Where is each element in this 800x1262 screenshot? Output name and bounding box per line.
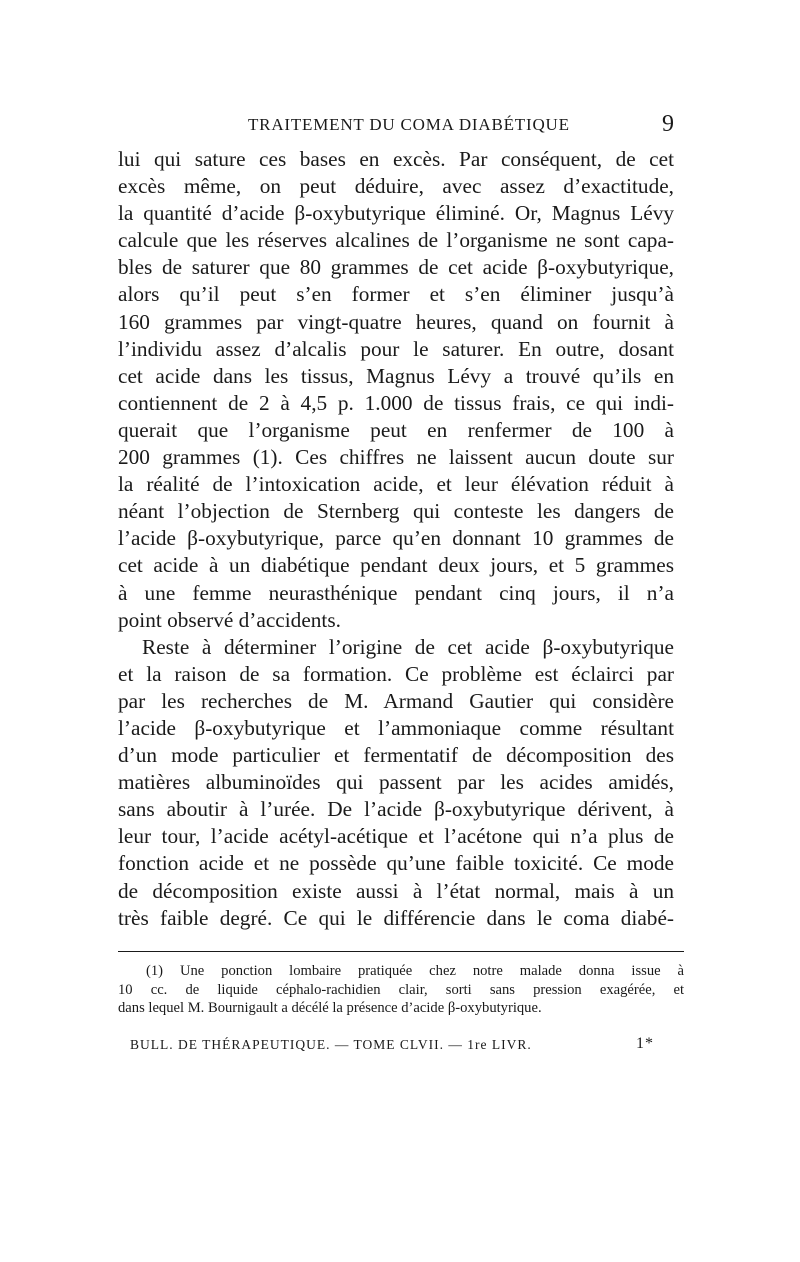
text-line: bles de saturer que 80 grammes de cet acide β-oxybutyrique, xyxy=(118,255,674,280)
running-header xyxy=(118,111,674,141)
footnote-line: (1) Une ponction lombaire pratiquée chez notre malade donna issue à xyxy=(146,963,684,979)
page-footer xyxy=(130,1035,684,1057)
text-line: l’acide β-oxybutyrique, parce qu’en donnant 10 grammes de xyxy=(118,526,674,551)
text-line: lui qui sature ces bases en excès. Par conséquent, de cet xyxy=(118,147,674,171)
text-line: néant l’objection de Sternberg qui conteste les dangers de xyxy=(118,499,674,524)
body-text xyxy=(118,146,674,932)
text-line: 160 grammes par vingt-quatre heures, quand on fournit à xyxy=(118,309,674,334)
text-line: excès même, on peut déduire, avec assez d’exactitude, xyxy=(118,174,674,199)
text-line: matières albuminoïdes qui passent par les acides amidés, xyxy=(118,770,674,795)
text-line: Reste à déterminer l’origine de cet acide β-oxybutyrique xyxy=(142,634,674,659)
text-line: fonction acide et ne possède qu’une faible toxicité. Ce mode xyxy=(118,851,674,876)
text-line: et la raison de sa formation. Ce problème est éclairci par xyxy=(118,661,674,686)
text-line: l’individu assez d’alcalis pour le saturer. En outre, dosant xyxy=(118,336,674,361)
journal-reference: BULL. DE THÉRAPEUTIQUE. — TOME CLVII. — 1re LIVR. xyxy=(130,1037,532,1052)
text-line: 200 grammes (1). Ces chiffres ne laissent aucun doute sur xyxy=(118,445,674,470)
text-line: leur tour, l’acide acétyl-acétique et l’acétone qui n’a plus de xyxy=(118,824,674,849)
text-line: la réalité de l’intoxication acide, et leur élévation réduit à xyxy=(118,472,674,497)
text-line: d’un mode particulier et fermentatif de décomposition des xyxy=(118,743,674,768)
text-line: contiennent de 2 à 4,5 p. 1.000 de tissus frais, ce qui indi- xyxy=(118,390,674,415)
text-line: l’acide β-oxybutyrique et l’ammoniaque comme résultant xyxy=(118,715,674,740)
text-line: querait que l’organisme peut en renfermer de 100 à xyxy=(118,417,674,442)
running-title: TRAITEMENT DU COMA DIABÉTIQUE xyxy=(248,115,570,134)
text-line: calcule que les réserves alcalines de l’organisme ne sont capa- xyxy=(118,228,674,253)
footnote-divider xyxy=(118,951,684,952)
text-line: par les recherches de M. Armand Gautier qui considère xyxy=(118,688,674,713)
text-line: sans aboutir à l’urée. De l’acide β-oxybutyrique dérivent, à xyxy=(118,797,674,822)
text-line: très faible degré. Ce qui le différencie dans le coma diabé- xyxy=(118,905,674,930)
text-line: cet acide dans les tissus, Magnus Lévy a trouvé qu’ils en xyxy=(118,363,674,388)
signature-mark: 1* xyxy=(636,1035,654,1052)
text-line: à une femme neurasthénique pendant cinq jours, il n’a xyxy=(118,580,674,605)
page-number: 9 xyxy=(662,111,674,137)
footnote-line: 10 cc. de liquide céphalo-rachidien clair, sorti sans pression exagérée, et xyxy=(118,981,684,998)
footnote-line: dans lequel M. Bournigault a décélé la présence d’acide β-oxybutyrique. xyxy=(118,1000,542,1016)
text-line: alors qu’il peut s’en former et s’en éliminer jusqu’à xyxy=(118,282,674,307)
text-line: la quantité d’acide β-oxybutyrique éliminé. Or, Magnus Lévy xyxy=(118,201,674,226)
text-line: point observé d’accidents. xyxy=(118,607,341,632)
text-line: cet acide à un diabétique pendant deux jours, et 5 grammes xyxy=(118,553,674,578)
text-line: de décomposition existe aussi à l’état normal, mais à un xyxy=(118,878,674,903)
footnotes xyxy=(118,962,684,1018)
